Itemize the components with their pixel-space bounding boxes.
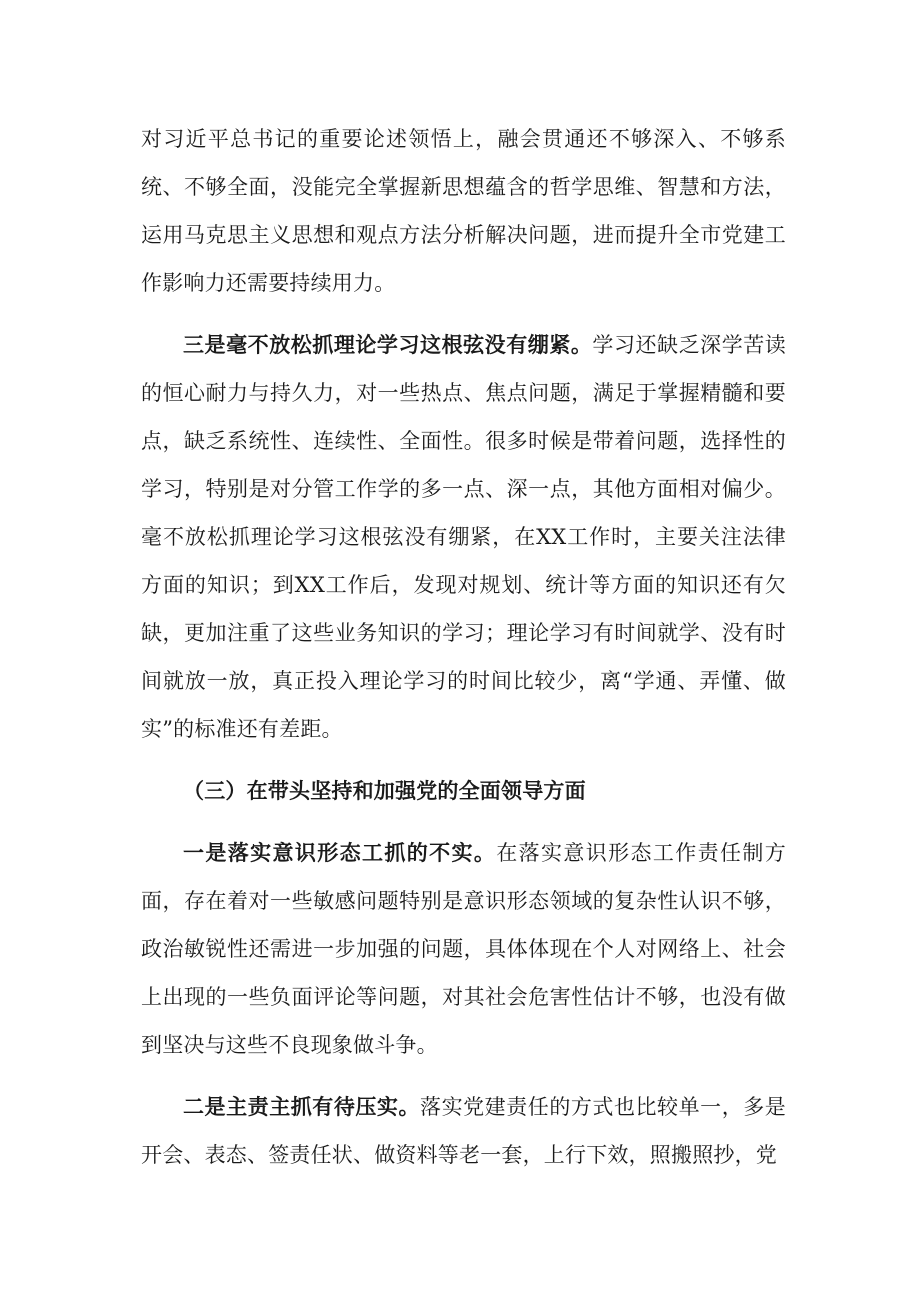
paragraph-text: 对习近平总书记的重要论述领悟上，融会贯通还不够深入、不够系统、不够全面，没能完全掌握新思想蕴含的哲学思维、智慧和方法，运用马克思主义思想和观点方法分析解决问题，进而提升全市党建工作影响力还需要持续用力。 — [141, 127, 786, 295]
paragraph-text: 学习还缺乏深学苦读的恒心耐力与持久力，对一些热点、焦点问题，满足于掌握精髓和要点，缺乏系统性、连续性、全面性。很多时候是带着问题，选择性的学习，特别是对分管工作学的多一点、深一点，其他方面相对偏少。毫不放松抓理论学习这根弦没有绷紧，在XX工作时，主要关注法律方面的知识；到XX工作后，发现对规划、统计等方面的知识还有欠缺，更加注重了这些业务知识的学习；理论学习有时间就学、没有时间就放一放，真正投入理论学习的时间比较少，离“学通、弄懂、做实”的标准还有差距。 — [141, 333, 786, 741]
paragraph-theory-study — [141, 321, 786, 753]
paragraph-lead: 二是主责主抓有待压实。 — [183, 1094, 421, 1119]
paragraph-text: 在落实意识形态工作责任制方面，存在着对一些敏感问题特别是意识形态领域的复杂性认识不够，政治敏锐性还需进一步加强的问题，具体体现在个人对网络上、社会上出现的一些负面评论等问题，对其社会危害性估计不够，也没有做到坚决与这些不良现象做斗争。 — [141, 841, 786, 1057]
paragraph-lead: 三是毫不放松抓理论学习这根弦没有绷紧。 — [183, 332, 593, 357]
paragraph-text: 落实党建责任的方式也比较单一，多是开会、表态、签责任状、做资料等老一套，上行下效，照搬照抄，党 — [141, 1095, 786, 1167]
section-heading: （三）在带头坚持和加强党的全面领导方面 — [183, 778, 586, 803]
document-body — [141, 115, 786, 1179]
paragraph-continuation — [141, 115, 786, 307]
paragraph-ideology-work — [141, 829, 786, 1069]
paragraph-lead: 一是落实意识形态工抓的不实。 — [183, 840, 497, 865]
paragraph-main-responsibility — [141, 1083, 786, 1179]
